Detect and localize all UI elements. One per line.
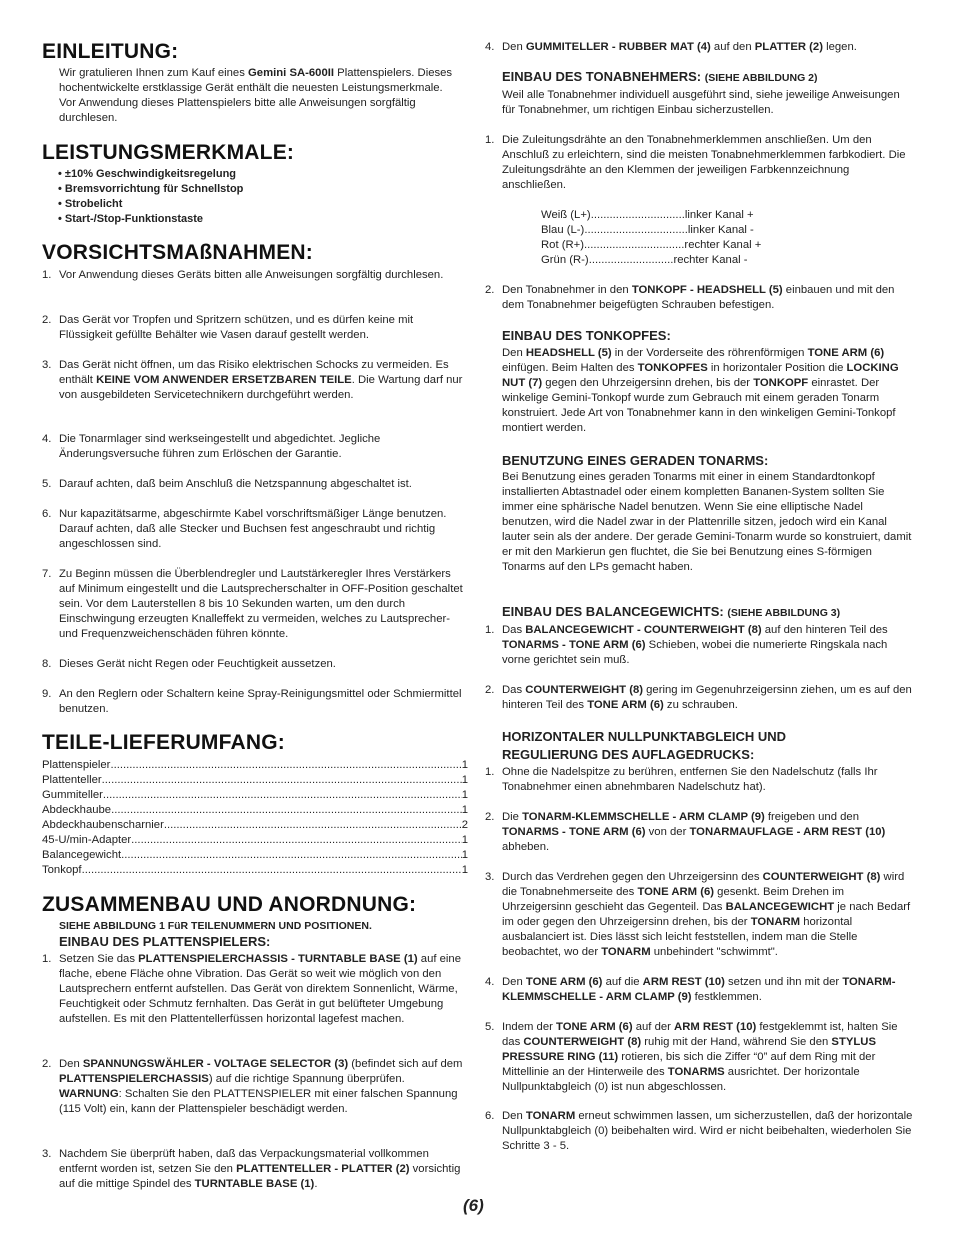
part-quantity: 1 bbox=[461, 834, 468, 846]
features-heading: LEISTUNGSMERKMALE: bbox=[42, 141, 295, 164]
item-number: 3. bbox=[485, 871, 495, 883]
straight-arm-heading: BENUTZUNG EINES GERADEN TONARMS: bbox=[502, 453, 769, 468]
item-number: 4. bbox=[485, 976, 495, 988]
parts-list-row bbox=[42, 788, 468, 803]
leader-dots bbox=[82, 863, 462, 878]
headshell-text: Den HEADSHELL (5) in der Vorderseite des röhrenförmigen TONE ARM (6) einfügen. Beim Halten des TONKOPFES in horizontaler Position die LOCKING NUT (7) gegen den Uhrzeigersinn drehen, bis der TONKOPF einrastet. Der winkelige Gemini-Tonkopf wurde zum Gebrauch mit einem geraden Tonarm konstruiert. Jede Art von Tonabnehmer kann in den winkeligen Gemini-Tonkopf montiert werden. bbox=[502, 347, 899, 434]
item-number: 1. bbox=[485, 134, 495, 146]
list-item: Das Gerät vor Tropfen und Spritzern schützen, und es dürfen keine mit Flüssigkeit gefüllte Behälter wie Vasen darauf gestellt werden. bbox=[59, 314, 414, 341]
cartridge-heading-text: EINBAU DES TONABNEHMERS: bbox=[502, 69, 702, 84]
part-quantity: 1 bbox=[461, 774, 468, 786]
cartridge-heading bbox=[502, 69, 818, 84]
wire-color-row: Blau (L-).................................linker Kanal - bbox=[541, 224, 754, 236]
list-item: Das BALANCEGEWICHT - COUNTERWEIGHT (8) auf den hinteren Teil des TONARMS - TONE ARM (6) Schieben, wobei die numerierte Ringskala nach vorne gerichtet sein muß. bbox=[502, 624, 888, 666]
item-number: 3. bbox=[42, 359, 52, 371]
item-number: 2. bbox=[42, 1058, 52, 1070]
part-label: Tonkopf bbox=[42, 864, 82, 876]
cartridge-text: Weil alle Tonabnehmer individuell ausgeführt sind, siehe jeweilige Anweisungen für Tonabnehmer, um richtigen Einbau sicherzustellen. bbox=[502, 89, 900, 116]
parts-list-row bbox=[42, 773, 468, 788]
item-number: 7. bbox=[42, 568, 52, 580]
part-label: Plattenteller bbox=[42, 774, 102, 786]
list-item: Ohne die Nadelspitze zu berühren, entfernen Sie den Nadelschutz (falls Ihr Tonabnehmer einen abnehmbaren Nadelschutz hat). bbox=[502, 766, 878, 793]
leader-dots bbox=[111, 803, 462, 818]
item-number: 1. bbox=[42, 953, 52, 965]
item-number: 2. bbox=[485, 811, 495, 823]
part-label: 45-U/min-Adapter bbox=[42, 834, 132, 846]
item-number: 1. bbox=[42, 269, 52, 281]
list-item: Den TONARM erneut schwimmen lassen, um sicherzustellen, daß der horizontale Nullpunktabgleich (0) beibehalten wird. Wird er nicht beibehalten, wiederholen Sie Schritte 3 - 5. bbox=[502, 1110, 913, 1152]
part-label: Gummiteller bbox=[42, 789, 103, 801]
list-item: Durch das Verdrehen gegen den Uhrzeigersinn des COUNTERWEIGHT (8) wird die Tonabnehmerseite des TONE ARM (6) gesenkt. Beim Drehen im Uhrzeigersinn geschieht das Gegenteil. Das BALANCEGEWICHT je nach Bedarf im oder gegen den Uhrzeigersinn drehen, bis der TONARM horizontal ausbalanciert ist. Dies lässt sich leicht feststellen, indem man die Stelle beobachtet, wo der TONARM unbehindert "schwimmt". bbox=[502, 871, 911, 958]
headshell-heading: EINBAU DES TONKOPFES: bbox=[502, 328, 671, 343]
part-quantity: 2 bbox=[461, 819, 468, 831]
wire-color-row: Grün (R-)...........................rechter Kanal - bbox=[541, 254, 748, 266]
zero-balance-heading-line2: REGULIERUNG DES AUFLAGEDRUCKS: bbox=[502, 747, 755, 762]
item-number: 2. bbox=[485, 284, 495, 296]
list-item: Das COUNTERWEIGHT (8) gering im Gegenuhrzeigersinn ziehen, um es auf den hinteren Teil des TONE ARM (6) zu schrauben. bbox=[502, 684, 912, 711]
parts-list bbox=[42, 758, 468, 878]
cartridge-heading-note: (SIEHE ABBILDUNG 2) bbox=[704, 72, 818, 84]
page-number: (6) bbox=[463, 1196, 484, 1215]
part-quantity: 1 bbox=[461, 759, 468, 771]
intro-heading: EINLEITUNG: bbox=[42, 40, 179, 63]
counterweight-heading-text: EINBAU DES BALANCEGEWICHTS: bbox=[502, 604, 724, 619]
features-list bbox=[58, 167, 243, 227]
list-item: Die Zuleitungsdrähte an den Tonabnehmerklemmen anschließen. Um den Anschluß zu erleichtern, sind die meisten Tonabnehmerklemmen farbkodiert. Die Zuleitungsdrähte an den Klemmen der jeweiligen Farbkennzeichnung anschließen. bbox=[502, 134, 906, 191]
list-item: Nachdem Sie überprüft haben, daß das Verpackungsmaterial vollkommen entfernt worden ist, setzen Sie den PLATTENTELLER - PLATTER (2) vorsichtig auf die mittige Spindel des TURNTABLE BASE (1). bbox=[59, 1148, 461, 1190]
list-item: Darauf achten, daß beim Anschluß die Netzspannung abgeschaltet ist. bbox=[59, 478, 412, 490]
item-number: 5. bbox=[42, 478, 52, 490]
parts-list-row bbox=[42, 818, 468, 833]
leader-dots bbox=[110, 758, 461, 773]
parts-list-row bbox=[42, 833, 468, 848]
list-item: Dieses Gerät nicht Regen oder Feuchtigkeit aussetzen. bbox=[59, 658, 336, 670]
parts-list-row bbox=[42, 848, 468, 863]
assembly-note: SIEHE ABBILDUNG 1 FüR TEILENUMMERN UND POSITIONEN. bbox=[59, 920, 372, 932]
list-item: Vor Anwendung dieses Geräts bitten alle Anweisungen sorgfältig durchlesen. bbox=[59, 269, 444, 281]
feature-item: • Start-/Stop-Funktionstaste bbox=[58, 212, 243, 227]
leader-dots bbox=[164, 818, 462, 833]
counterweight-heading bbox=[502, 604, 840, 619]
wire-colors bbox=[541, 208, 761, 268]
zero-balance-heading-line1: HORIZONTALER NULLPUNKTABGLEICH UND bbox=[502, 729, 787, 744]
intro-text: Wir gratulieren Ihnen zum Kauf eines Gemini SA-600II Plattenspielers. Dieses hochentwickelte erstklassige Gerät enthält die neuesten Leistungsmerkmale. Vor Anwendung dieses Plattenspielers bitte alle Anweisungen sorgfältig durchlesen. bbox=[59, 67, 453, 124]
item-number: 1. bbox=[485, 624, 495, 636]
item-number: 3. bbox=[42, 1148, 52, 1160]
item-number: 5. bbox=[485, 1021, 495, 1033]
feature-item: • ±10% Geschwindigkeitsregelung bbox=[58, 167, 243, 182]
item-number: 2. bbox=[485, 684, 495, 696]
leader-dots bbox=[121, 848, 462, 863]
item-number: 4. bbox=[42, 433, 52, 445]
part-label: Plattenspieler bbox=[42, 759, 111, 771]
item-number: 4. bbox=[485, 41, 495, 53]
item-number: 2. bbox=[42, 314, 52, 326]
parts-list-row bbox=[42, 758, 468, 773]
item-number: 6. bbox=[42, 508, 52, 520]
list-item: Zu Beginn müssen die Überblendregler und Lautstärkeregler Ihres Verstärkers auf Minimum eingestellt und die Lautsprecherschalter in OFF-Position geschaltet sein. Vor dem Lauterstellen 8 bis 10 Sekunden warten, um den durch Einschwingung erzeugten Knalleffekt zu vermeiden, welches zu Lautsprecher- und Frequenzweichenschäden führen könnte. bbox=[59, 568, 463, 640]
list-item: An den Reglern oder Schaltern keine Spray-Reinigungsmittel oder Schmiermittel benutzen. bbox=[59, 688, 462, 715]
counterweight-heading-note: (SIEHE ABBILDUNG 3) bbox=[727, 607, 841, 619]
parts-list-row bbox=[42, 803, 468, 818]
assembly-heading: ZUSAMMENBAU UND ANORDNUNG: bbox=[42, 893, 417, 916]
part-label: Abdeckhaube bbox=[42, 804, 112, 816]
list-item: Indem der TONE ARM (6) auf der ARM REST (10) festgeklemmt ist, halten Sie das COUNTERWEIGHT (8) ruhig mit der Hand, während Sie den STYLUS PRESSURE RING (11) rotieren, bis sich die Ziffer “0” auf dem Ring mit der Mittellinie an der Hinterweile des TONARMS ausrichtet. Der horizontale Nullpunktabgleich (0) ist nun abgeschlossen. bbox=[502, 1021, 898, 1093]
list-item: Die TONARM-KLEMMSCHELLE - ARM CLAMP (9) freigeben und den TONARMS - TONE ARM (6) von der TONARMAUFLAGE - ARM REST (10) abheben. bbox=[502, 811, 886, 853]
list-item: Den TONE ARM (6) auf die ARM REST (10) setzen und ihn mit der TONARM-KLEMMSCHELLE - ARM CLAMP (9) festklemmen. bbox=[502, 976, 896, 1003]
straight-arm-text: Bei Benutzung eines geraden Tonarms mit einer in einem Standardtonkopf installierten Abtastnadel oder einem kompletten Bananen-System sollten Sie immer eine sphärische Nadel benutzen. Wenn Sie eine elliptische Nadel benutzen, wird die Nadel zwar in der Plattenrille sitzen, jedoch wird ein Kanal lauter sein als der andere. Der gerade Gemini-Tonarm wurde so konstruiert, damit er mit den Markierun gen fluchtet, die Sie bei Benutzung eines S-förmigen Tonarms auf den LPs gemacht haben. bbox=[502, 471, 912, 573]
item-number: 8. bbox=[42, 658, 52, 670]
part-quantity: 1 bbox=[461, 789, 468, 801]
feature-item: • Bremsvorrichtung für Schnellstop bbox=[58, 182, 243, 197]
feature-item: • Strobelicht bbox=[58, 197, 243, 212]
part-quantity: 1 bbox=[461, 849, 468, 861]
item-number: 1. bbox=[485, 766, 495, 778]
part-label: Balancegewicht bbox=[42, 849, 122, 861]
zero-balance-heading bbox=[502, 728, 786, 764]
item-number: 6. bbox=[485, 1110, 495, 1122]
leader-dots bbox=[102, 773, 462, 788]
part-quantity: 1 bbox=[461, 804, 468, 816]
parts-list-row bbox=[42, 863, 468, 878]
list-item: Nur kapazitätsarme, abgeschirmte Kabel vorschriftsmäßiger Länge benutzen. Darauf achten, daß alle Stecker und Buchsen fest angeschraubt und richtig angeschlossen sind. bbox=[59, 508, 447, 550]
leader-dots bbox=[131, 833, 462, 848]
precautions-heading: VORSICHTSMAßNAHMEN: bbox=[42, 241, 313, 264]
wire-color-row: Weiß (L+)..............................linker Kanal + bbox=[541, 209, 754, 221]
part-label: Abdeckhaubenscharnier bbox=[42, 819, 164, 831]
list-item: Das Gerät nicht öffnen, um das Risiko elektrischen Schocks zu vermeiden. Es enthält KEINE VOM ANWENDER ERSETZBAREN TEILE. Die Wartung darf nur von ausgebildeten Servicetechnikern durchgeführt werden. bbox=[59, 359, 463, 401]
parts-list-heading: TEILE-LIEFERUMFANG: bbox=[42, 731, 285, 754]
leader-dots bbox=[103, 788, 462, 803]
list-item: Den GUMMITELLER - RUBBER MAT (4) auf den PLATTER (2) legen. bbox=[502, 41, 857, 53]
wire-color-row: Rot (R+)................................rechter Kanal + bbox=[541, 239, 762, 251]
list-item: Setzen Sie das PLATTENSPIELERCHASSIS - TURNTABLE BASE (1) auf eine flache, ebene Fläche ohne Vibration. Das Gerät so weit wie möglich von den Lautsprechern entfernt aufstellen. Das Gerät von direktem Sonnenlicht, Wärme, Feuchtigkeit oder Schmutz fernhalten. Das Gerät in gut belüfteter Umgebung aufstellen. Es mit den Plattentellerfüssen horizontal lagefest machen. bbox=[59, 953, 461, 1025]
list-item: Den Tonabnehmer in den TONKOPF - HEADSHELL (5) einbauen und mit den dem Tonabnehmer beigefügten Schrauben befestigen. bbox=[502, 284, 895, 311]
list-item: Den SPANNUNGSWÄHLER - VOLTAGE SELECTOR (3) (befindet sich auf dem PLATTENSPIELERCHASSIS) auf die richtige Spannung überprüfen. WARNUNG: Schalten Sie den PLATTENSPIELER mit einer falschen Spannung (115 Volt) ein, kann der Plattenspieler beschädigt werden. bbox=[59, 1058, 463, 1115]
list-item: Die Tonarmlager sind werkseingestellt und abgedichtet. Jegliche Änderungsversuche führen zum Erlöschen der Garantie. bbox=[59, 433, 381, 460]
part-quantity: 1 bbox=[461, 864, 468, 876]
item-number: 9. bbox=[42, 688, 52, 700]
assembly-subheading: EINBAU DES PLATTENSPIELERS: bbox=[59, 934, 271, 949]
